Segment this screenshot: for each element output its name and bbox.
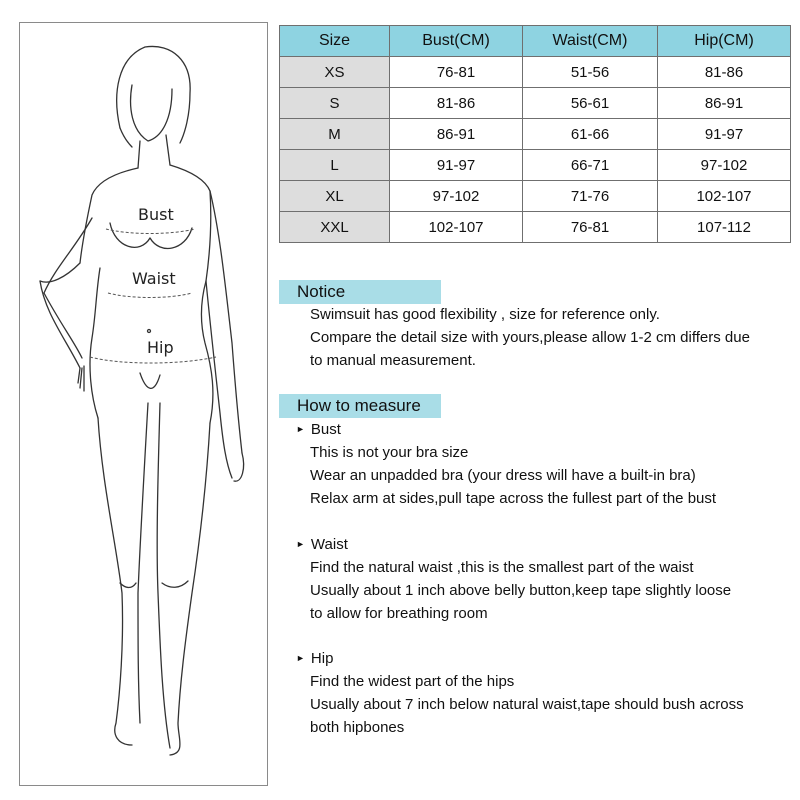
figure-hip-label: Hip xyxy=(147,338,174,357)
bust-heading xyxy=(296,421,341,438)
hip-heading xyxy=(296,650,333,667)
triangle-right-icon: ► xyxy=(296,424,305,434)
waist-cell: 66-71 xyxy=(523,150,658,181)
bust-cell: 76-81 xyxy=(390,57,523,88)
bust-instructions xyxy=(310,442,716,510)
bust-cell: 81-86 xyxy=(390,88,523,119)
hip-instructions xyxy=(310,671,744,739)
table-header-row xyxy=(280,26,791,57)
instruction-line: Usually about 1 inch above belly button,keep tape slightly loose xyxy=(310,581,732,599)
table-row xyxy=(280,150,791,181)
instruction-line: Find the widest part of the hips xyxy=(310,673,515,690)
table-row xyxy=(280,212,791,243)
triangle-right-icon: ► xyxy=(296,539,305,549)
waist-cell: 56-61 xyxy=(523,88,658,119)
hip-cell: 107-112 xyxy=(658,212,791,243)
waist-cell: 71-76 xyxy=(523,181,658,212)
table-row xyxy=(280,57,791,88)
notice-line: to manual measurement. xyxy=(310,351,476,369)
notice-line: Swimsuit has good flexibility , size for reference only. xyxy=(310,306,660,323)
size-cell: XL xyxy=(280,181,390,212)
waist-heading-label: Waist xyxy=(310,536,348,553)
bust-cell: 86-91 xyxy=(390,119,523,150)
hip-cell: 86-91 xyxy=(658,88,791,119)
instruction-line: Wear an unpadded bra (your dress will have a built-in bra) xyxy=(310,466,696,484)
instruction-line: Usually about 7 inch below natural waist,tape should bush across xyxy=(310,695,744,713)
how-to-measure-header: How to measure xyxy=(279,394,441,418)
size-cell: XXL xyxy=(280,212,390,243)
waist-instructions xyxy=(310,557,731,625)
waist-cell: 61-66 xyxy=(523,119,658,150)
hip-cell: 102-107 xyxy=(658,181,791,212)
table-row xyxy=(280,88,791,119)
column-header-size: Size xyxy=(280,26,390,57)
notice-header: Notice xyxy=(279,280,441,304)
instruction-line: to allow for breathing room xyxy=(310,604,488,622)
hip-cell: 91-97 xyxy=(658,119,791,150)
size-cell: S xyxy=(280,88,390,119)
column-header-hip: Hip(CM) xyxy=(658,26,791,57)
column-header-waist: Waist(CM) xyxy=(523,26,658,57)
size-cell: M xyxy=(280,119,390,150)
instruction-line: Find the natural waist ,this is the smallest part of the waist xyxy=(310,559,694,576)
waist-heading xyxy=(296,536,348,553)
column-header-bust: Bust(CM) xyxy=(390,26,523,57)
size-cell: XS xyxy=(280,57,390,88)
table-row xyxy=(280,119,791,150)
bust-cell: 91-97 xyxy=(390,150,523,181)
hip-cell: 97-102 xyxy=(658,150,791,181)
waist-cell: 51-56 xyxy=(523,57,658,88)
bust-heading-label: Bust xyxy=(310,421,341,438)
bust-cell: 102-107 xyxy=(390,212,523,243)
figure-waist-label: Waist xyxy=(132,269,176,288)
hip-heading-label: Hip xyxy=(310,650,334,667)
hip-cell: 81-86 xyxy=(658,57,791,88)
waist-cell: 76-81 xyxy=(523,212,658,243)
table-row xyxy=(280,181,791,212)
instruction-line: Relax arm at sides,pull tape across the fullest part of the bust xyxy=(310,489,717,507)
instruction-line: This is not your bra size xyxy=(310,444,469,461)
notice-line: Compare the detail size with yours,please allow 1-2 cm differs due xyxy=(310,328,750,346)
instruction-line: both hipbones xyxy=(310,718,405,736)
body-figure-panel xyxy=(19,22,268,786)
figure-bust-label: Bust xyxy=(138,205,174,224)
size-chart-table xyxy=(279,25,791,243)
notice-text xyxy=(310,304,750,372)
size-cell: L xyxy=(280,150,390,181)
triangle-right-icon: ► xyxy=(296,653,305,663)
body-outline-illustration xyxy=(20,23,269,787)
bust-cell: 97-102 xyxy=(390,181,523,212)
